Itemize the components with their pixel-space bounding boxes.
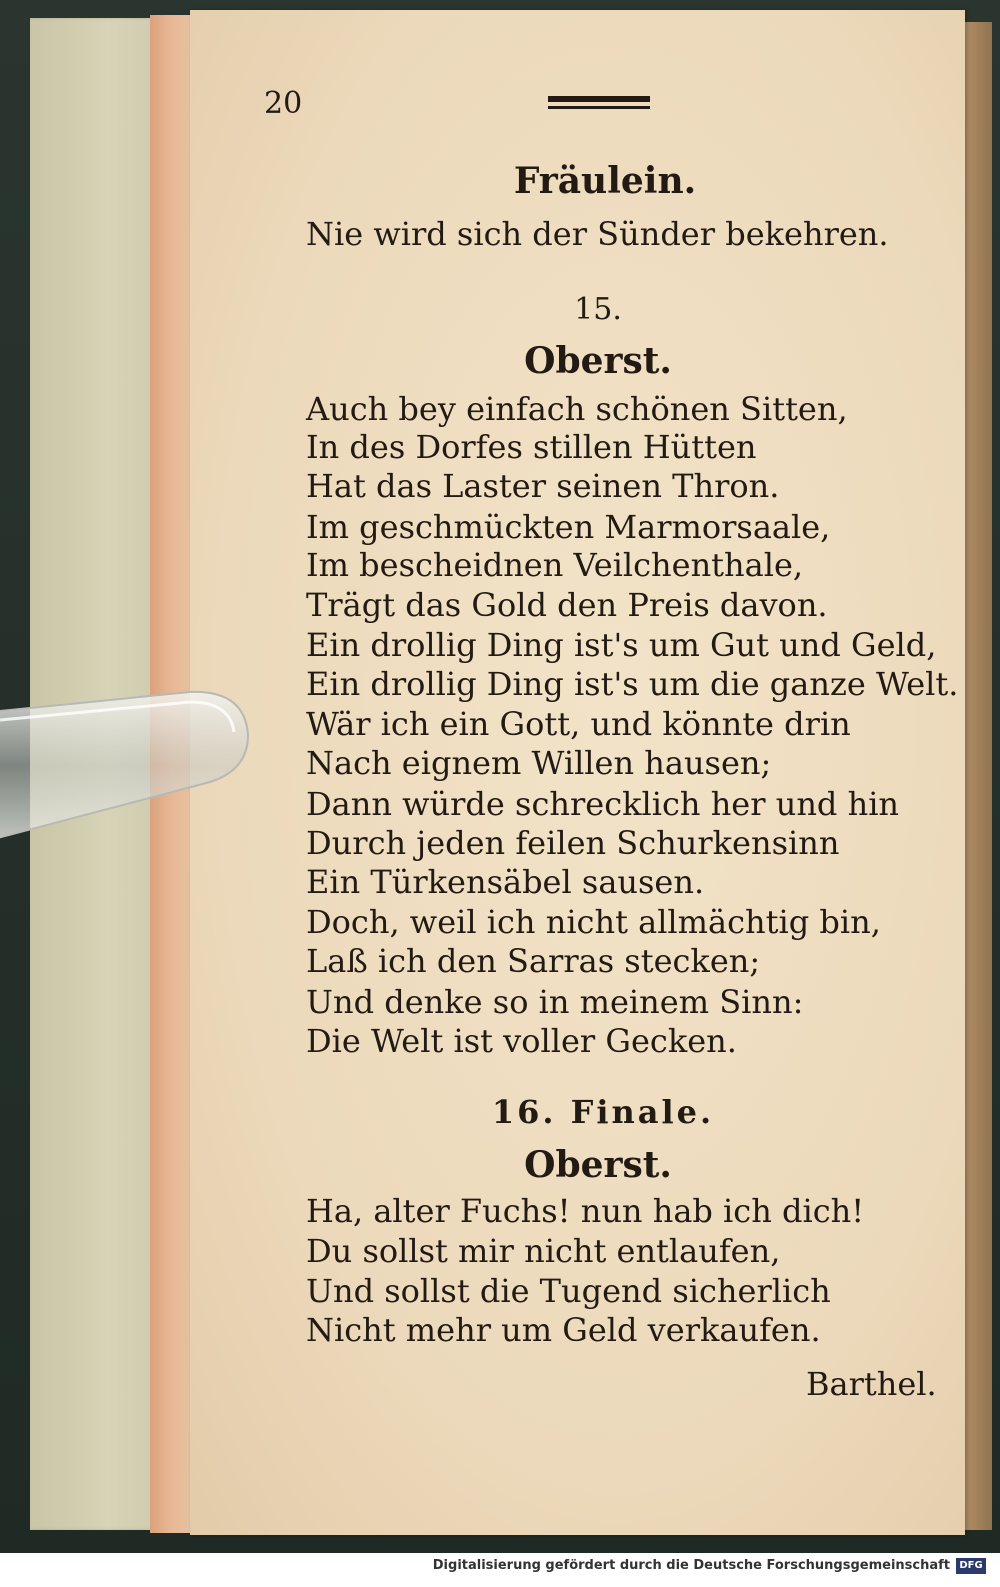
verse-line: Nicht mehr um Geld verkaufen. (306, 1311, 821, 1349)
verse-line: Ein drollig Ding ist's um Gut und Geld, (306, 626, 937, 664)
verse-line: Die Welt ist voller Gecken. (306, 1022, 737, 1060)
verse-line: Ha, alter Fuchs! nun hab ich dich! (306, 1192, 865, 1230)
section-number-15: 15. (574, 292, 622, 327)
verse-line: Durch jeden feilen Schurkensinn (306, 824, 840, 862)
verse-line: Ein drollig Ding ist's um die ganze Welt. (306, 665, 959, 703)
verse-line: Im geschmückten Marmorsaale, (306, 508, 831, 546)
glass-bookmark (0, 690, 255, 840)
verse-line: Auch bey einfach schönen Sitten, (306, 390, 848, 428)
verse-line: Hat das Laster seinen Thron. (306, 467, 780, 505)
verse-line: Wär ich ein Gott, und könnte drin (306, 705, 851, 743)
header-rule (548, 96, 650, 112)
verse-line: Doch, weil ich nicht allmächtig bin, (306, 903, 881, 941)
speaker-oberst: Oberst. (524, 1144, 672, 1186)
verse-line: Laß ich den Sarras stecken; (306, 942, 761, 980)
speaker-fraeulein: Fräulein. (513, 160, 697, 202)
verse-line: Du sollst mir nicht entlaufen, (306, 1232, 781, 1270)
verse-line: In des Dorfes stillen Hütten (306, 428, 757, 466)
verse-line: Ein Türkensäbel sausen. (306, 863, 705, 901)
catchword: Barthel. (806, 1365, 937, 1403)
verse-line: Dann würde schrecklich her und hin (306, 785, 900, 823)
verse-line: Trägt das Gold den Preis davon. (306, 586, 828, 624)
dfg-logo: DFG (956, 1558, 986, 1574)
verse-line: Nie wird sich der Sünder bekehren. (306, 215, 889, 253)
page-number: 20 (264, 86, 303, 121)
verse-line: Und denke so in meinem Sinn: (306, 983, 804, 1021)
section-finale: 16. Finale. (491, 1093, 715, 1131)
verse-line: Und sollst die Tugend sicherlich (306, 1272, 831, 1310)
verse-line: Nach eignem Willen hausen; (306, 744, 772, 782)
footer-credit: Digitalisierung gefördert durch die Deutsche Forschungsgemeinschaft (432, 1558, 950, 1573)
speaker-oberst: Oberst. (524, 340, 672, 382)
verse-line: Im bescheidnen Veilchenthale, (306, 546, 804, 584)
